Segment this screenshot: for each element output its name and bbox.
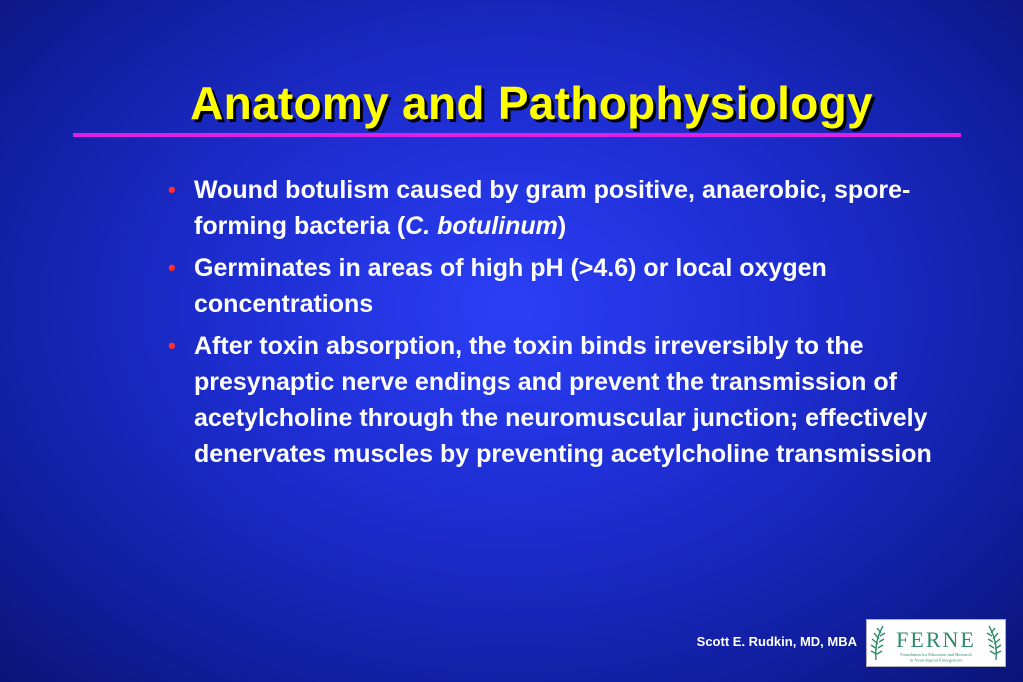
footer-author: Scott E. Rudkin, MD, MBA [696,634,857,649]
logo-letters: FERNE [896,627,976,652]
bullet-text: Wound botulism caused by gram positive, anaerobic, spore-forming bacteria ( [194,176,911,240]
ferne-logo [866,619,1006,667]
title-underline [73,133,961,137]
bullet-text-end: ) [557,212,567,240]
slide-title: Anatomy and Pathophysiology [190,77,873,129]
bullet-marker: • [168,255,176,280]
logo-subtitle-1: Foundation for Education and Research [900,652,972,657]
logo-subtitle-2: in Neurological Emergencies [909,657,963,663]
bullet-text-italic: C. botulinum [405,212,558,240]
bullet-item [168,328,958,472]
bullet-item [168,172,958,244]
bullet-text: Germinates in areas of high pH (>4.6) or local oxygen concentrations [194,254,827,318]
bullet-text: After toxin absorption, the toxin binds irreversibly to the presynaptic nerve endings and prevent the transmission of acetylcholine through the neuromuscular junction; effectively denervates muscles by preventing acetylcholine transmission [194,332,932,468]
bullet-marker: • [168,177,176,202]
bullet-marker: • [168,333,176,358]
ferne-logo-graphic [867,620,1005,666]
bullet-item [168,250,958,322]
bullet-list [168,172,958,478]
